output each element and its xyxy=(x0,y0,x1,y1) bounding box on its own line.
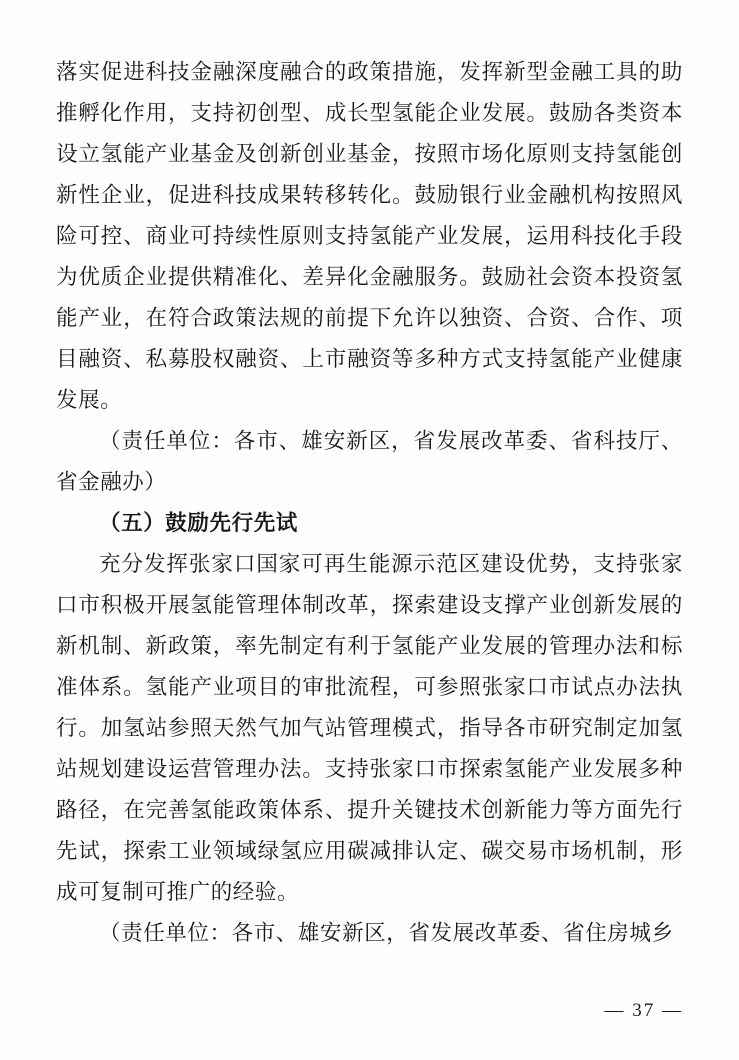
paragraph-pilot-body: 充分发挥张家口国家可再生能源示范区建设优势，支持张家口市积极开展氢能管理体制改革，探索建设支撑产业创新发展的新机制、新政策，率先制定有利于氢能产业发展的管理办法和标准体系。氢能产业项目的审批流程，可参照张家口市试点办法执行。加氢站参照天然气加气站管理模式，指导各市研究制定加氢站规划建设运营管理办法。支持张家口市探索氢能产业发展多种路径，在完善氢能政策体系、提升关键技术创新能力等方面先行先试，探索工业领域绿氢应用碳减排认定、碳交易市场机制，形成可复制可推广的经验。 xyxy=(56,552,683,904)
document-body xyxy=(56,52,683,954)
paragraph-responsible-units-2: （责任单位：各市、雄安新区，省发展改革委、省住房城乡 xyxy=(99,921,674,945)
paragraph-responsible-units-1: （责任单位：各市、雄安新区，省发展改革委、省科技厅、省金融办） xyxy=(56,429,683,494)
page-number: — 37 — xyxy=(604,1000,683,1021)
heading-encourage-pilot: （五）鼓励先行先试 xyxy=(99,511,298,535)
paragraph-policy-measures: 落实促进科技金融深度融合的政策措施，发挥新型金融工具的助推孵化作用，支持初创型、成长型氢能企业发展。鼓励各类资本设立氢能产业基金及创新创业基金，按照市场化原则支持氢能创新性企业，促进科技成果转移转化。鼓励银行业金融机构按照风险可控、商业可持续性原则支持氢能产业发展，运用科技化手段为优质企业提供精准化、差异化金融服务。鼓励社会资本投资氢能产业，在符合政策法规的前提下允许以独资、合资、合作、项目融资、私募股权融资、上市融资等多种方式支持氢能产业健康发展。 xyxy=(56,60,683,412)
